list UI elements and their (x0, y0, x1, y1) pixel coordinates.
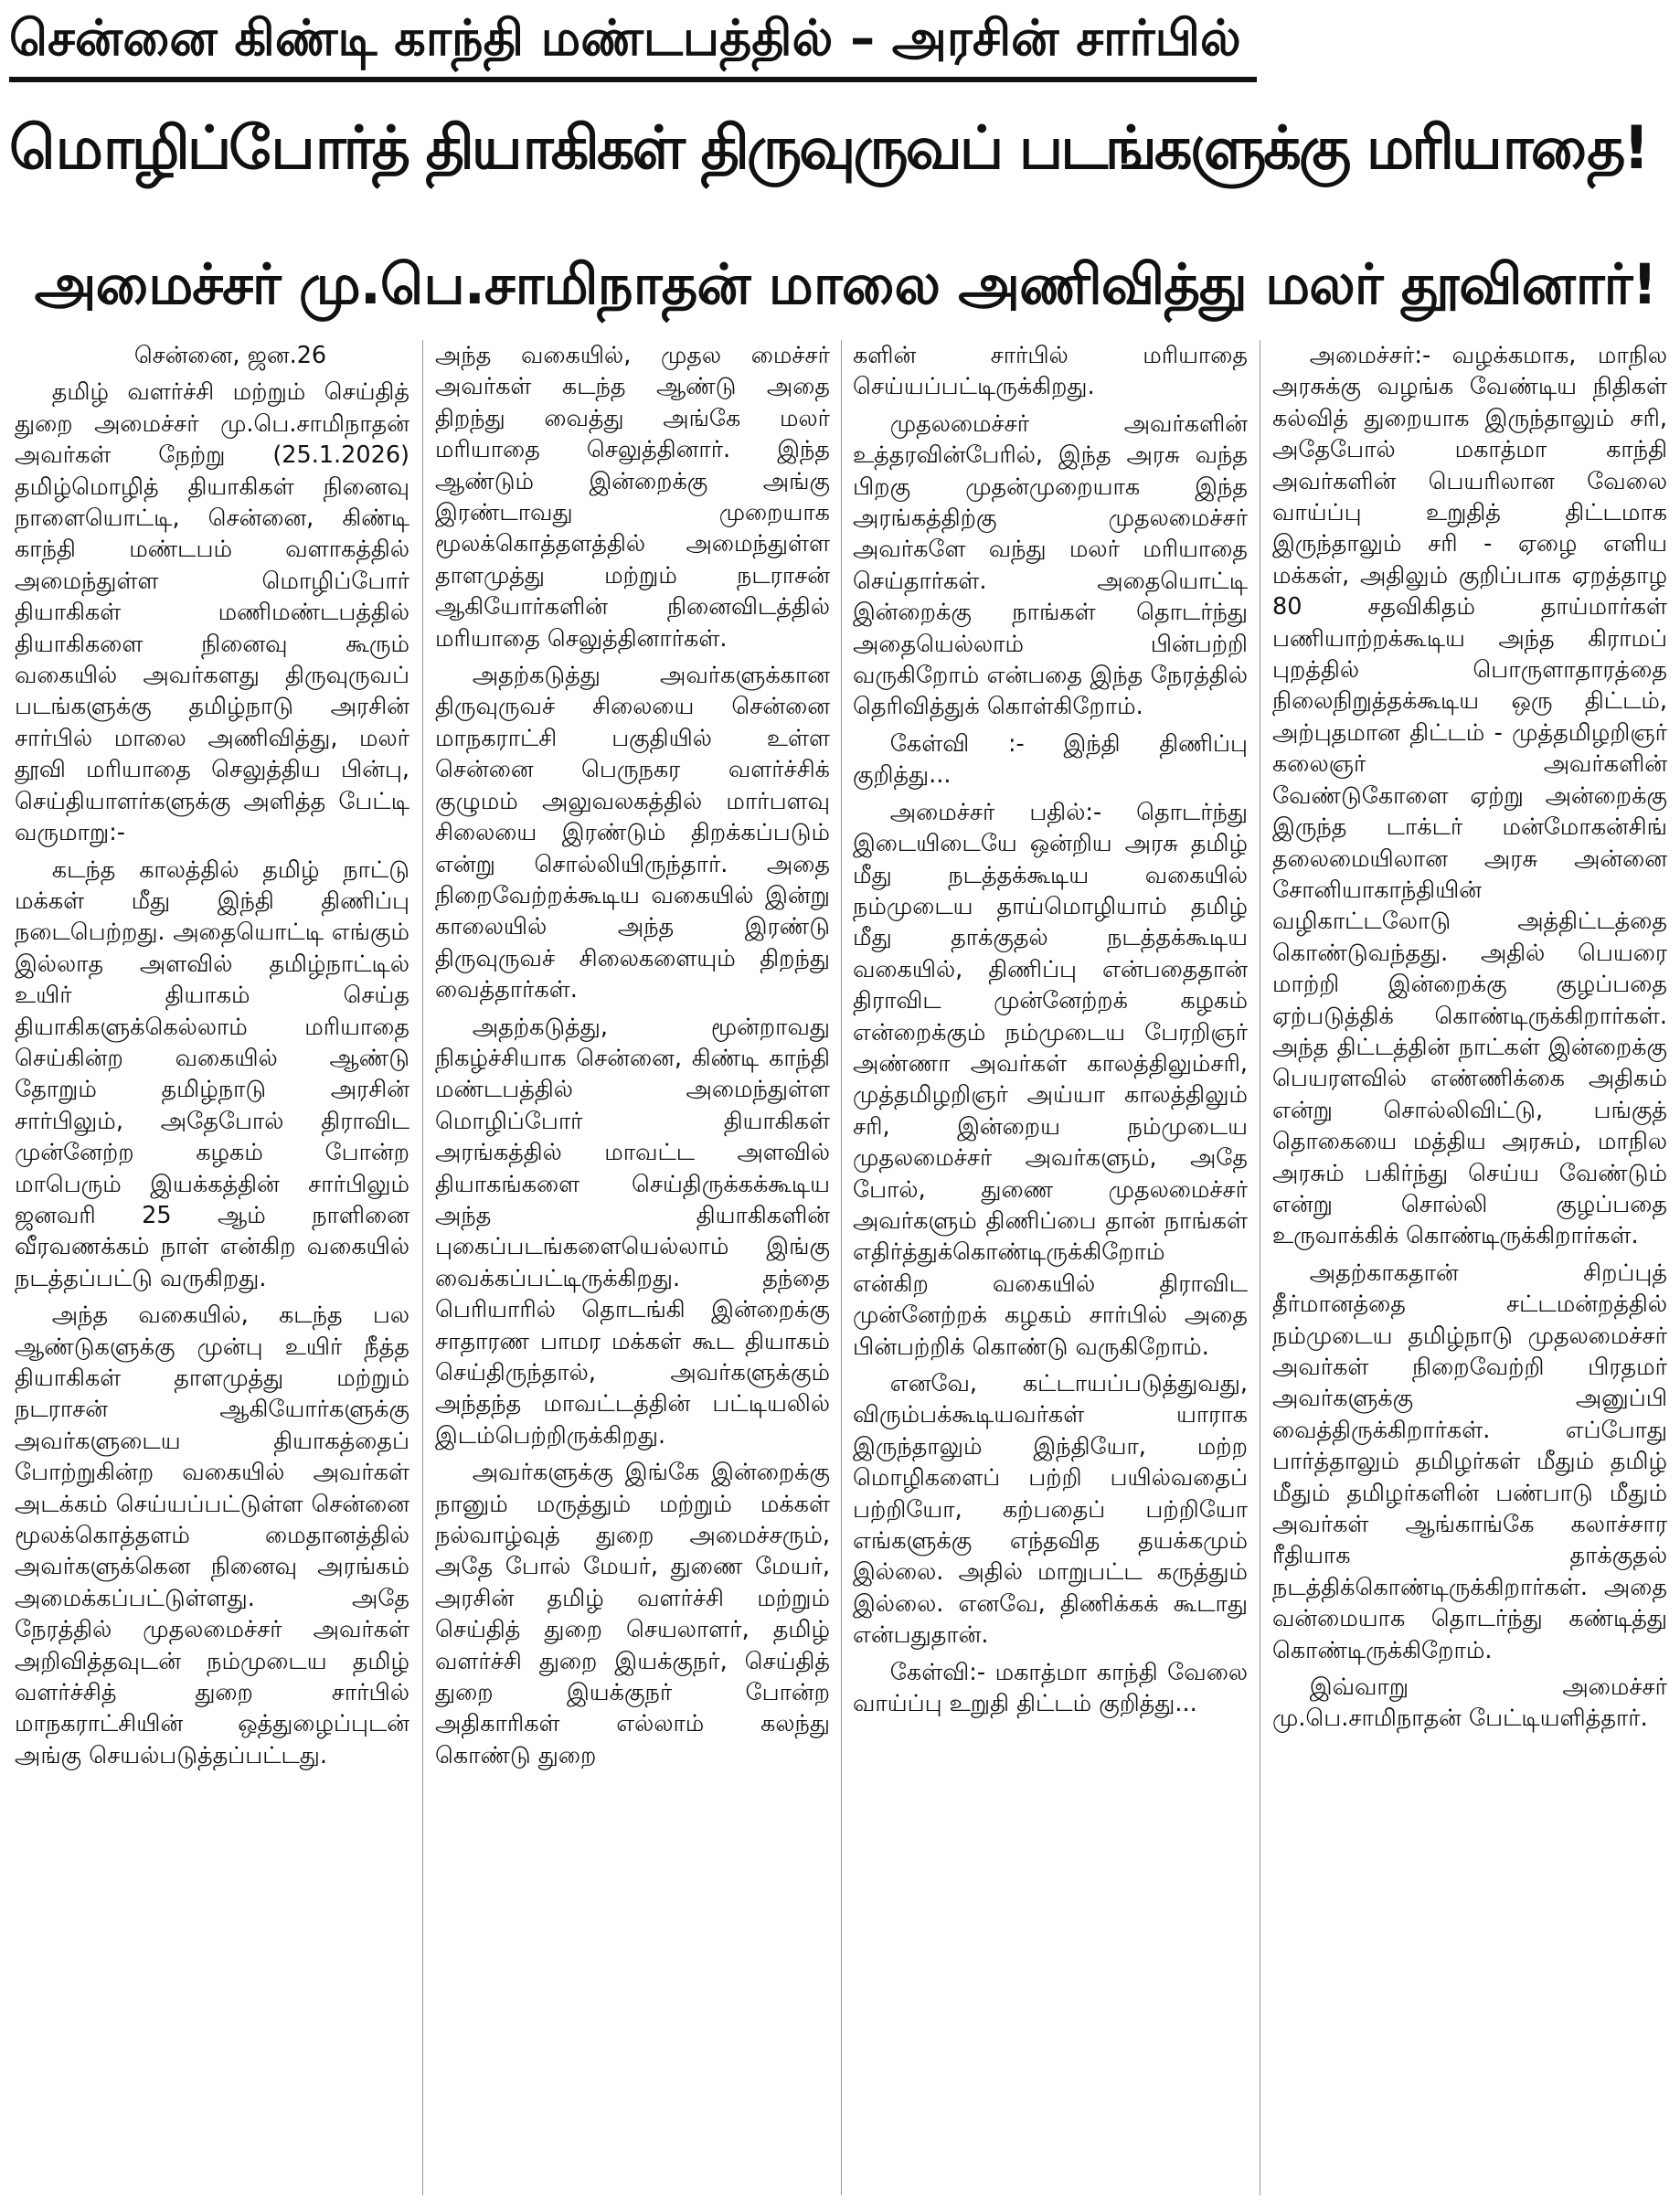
paragraph: கடந்த காலத்தில் தமிழ் நாட்டு மக்கள் மீது இந்தி திணிப்பு நடைபெற்றது. அதையொட்டி எங்கும் இல்லாத அளவில் தமிழ்நாட்டில் உயிர் தியாகம் செய்த தியாகிகளுக்கெல்லாம் மரியாதை செய்கின்ற வகையில் ஆண்டு தோறும் தமிழ்நாடு அரசின் சார்பிலும், அதேபோல் திராவிட முன்னேற்ற கழகம் போன்ற மாபெரும் இயக்கத்தின் சார்பிலும் ஜனவரி 25 ஆம் நாளினை வீரவணக்கம் நாள் என்கிற வகையில் நடத்தப்பட்டு வருகிறது. (15, 855, 409, 1292)
paragraph: களின் சார்பில் மரியாதை செய்யப்பட்டிருக்கிறது. (853, 342, 1248, 401)
paragraph: எனவே, கட்டாயப்படுத்துவது, விரும்பக்கூடியவர்கள் யாராக இருந்தாலும் இந்தியோ, மற்ற மொழிகளைப் பற்றி பயில்வதைப் பற்றியோ, கற்பதைப் பற்றியோ எங்களுக்கு எந்தவித தயக்கமும் இல்லை. அதில் மாறுபட்ட கருத்தும் இல்லை. எனவே, திணிக்கக் கூடாது என்பதுதான். (853, 1370, 1248, 1650)
article-column-1 (15, 340, 409, 2195)
paragraph: அந்த வகையில், முதல மைச்சர் அவர்கள் கடந்த ஆண்டு அதை திறந்து வைத்து அங்கே மலர் மரியாதை செலுத்தினார். இந்த ஆண்டும் இன்றைக்கு அங்கு இரண்டாவது முறையாக மூலக்கொத்தளத்தில் அமைந்துள்ள தாளமுத்து மற்றும் நடராசன் ஆகியோர்களின் நினைவிடத்தில் மரியாதை செலுத்தினார்கள். (435, 342, 830, 653)
paragraph: அதற்கடுத்து, மூன்றாவது நிகழ்ச்சியாக சென்னை, கிண்டி காந்தி மண்டபத்தில் அமைந்துள்ள மொழிப்போர் தியாகிகள் அரங்கத்தில் மாவட்ட அளவில் தியாகங்களை செய்திருக்கக்கூடிய அந்த தியாகிகளின் புகைப்படங்களையெல்லாம் இங்கு வைக்கப்பட்டிருக்கிறது. தந்தை பெரியாரில் தொடங்கி இன்றைக்கு சாதாரண பாமர மக்கள் கூட தியாகம் செய்திருந்தால், அவர்களுக்கும் அந்தந்த மாவட்டத்தின் பட்டியலில் இடம்பெற்றிருக்கிறது. (435, 1013, 830, 1450)
paragraph: அதற்கடுத்து அவர்களுக்கான திருவுருவச் சிலையை சென்னை மாநகராட்சி பகுதியில் உள்ள சென்னை பெருநகர வளர்ச்சிக் குழுமம் அலுவலகத்தில் மார்பளவு சிலையை இரண்டும் திறக்கப்படும் என்று சொல்லியிருந்தார். அதை நிறைவேற்றக்கூடிய வகையில் இன்று காலையில் அந்த இரண்டு திருவுருவச் சிலைகளையும் திறந்து வைத்தார்கள். (435, 662, 830, 1004)
question: கேள்வி:- மகாத்மா காந்தி வேலை வாய்ப்பு உறுதி திட்டம் குறித்து... (853, 1658, 1248, 1718)
paragraph: முதலமைச்சர் அவர்களின் உத்தரவின்பேரில், இந்த அரசு வந்த பிறகு முதன்முறையாக இந்த அரங்கத்திற்கு முதலமைச்சர் அவர்களே வந்து மலர் மரியாதை செய்தார்கள். அதையொட்டி இன்றைக்கு நாங்கள் தொடர்ந்து அதையெல்லாம் பின்பற்றி வருகிறோம் என்பதை இந்த நேரத்தில் தெரிவித்துக் கொள்கிறோம். (853, 409, 1248, 721)
paragraph: அந்த வகையில், கடந்த பல ஆண்டுகளுக்கு முன்பு உயிர் நீத்த தியாகிகள் தாளமுத்து மற்றும் நடராசன் ஆகியோர்களுக்கு அவர்களுடைய தியாகத்தைப் போற்றுகின்ற வகையில் அவர்கள் அடக்கம் செய்யப்பட்டுள்ள சென்னை மூலக்கொத்தளம் மைதானத்தில் அவர்களுக்கென நினைவு அரங்கம் அமைக்கப்பட்டுள்ளது. அதே நேரத்தில் முதலமைச்சர் அவர்கள் அறிவித்தவுடன் நம்முடைய தமிழ் வளர்ச்சித் துறை சார்பில் மாநகராட்சியின் ஒத்துழைப்புடன் அங்கு செயல்படுத்தப்பட்டது. (15, 1301, 409, 1769)
paragraph: தமிழ் வளர்ச்சி மற்றும் செய்தித் துறை அமைச்சர் மு.பெ.சாமிநாதன் அவர்கள் நேற்று (25.1.2026) தமிழ்மொழித் தியாகிகள் நினைவு நாளையொட்டி, சென்னை, கிண்டி காந்தி மண்டபம் வளாகத்தில் அமைந்துள்ள மொழிப்போர் தியாகிகள் மணிமண்டபத்தில் தியாகிகளை நினைவு கூரும் வகையில் அவர்களது திருவுருவப் படங்களுக்கு தமிழ்நாடு அரசின் சார்பில் மாலை அணிவித்து, மலர் தூவி மரியாதை செலுத்திய பின்பு, செய்தியாளர்களுக்கு அளித்த பேட்டி வருமாறு:- (15, 378, 409, 847)
main-headline: மொழிப்போர்த் தியாகிகள் திருவுருவப் படங்களுக்கு மரியாதை! (9, 114, 1648, 183)
article-column-2 (435, 340, 830, 2195)
paragraph: அவர்களுக்கு இங்கே இன்றைக்கு நானும் மருத்தும் மற்றும் மக்கள் நல்வாழ்வுத் துறை அமைச்சரும், அதே போல் மேயர், துணை மேயர், அரசின் தமிழ் வளர்ச்சி மற்றும் செய்தித் துறை செயலாளர், தமிழ் வளர்ச்சி துறை இயக்குநர், செய்தித் துறை இயக்குநர் போன்ற அதிகாரிகள் எல்லாம் கலந்து கொண்டு துறை (435, 1459, 830, 1769)
sub-headline: அமைச்சர் மு.பெ.சாமிநாதன் மாலை அணிவித்து மலர் தூவினார்! (34, 252, 1657, 317)
answer-paragraph: அமைச்சர் பதில்:- தொடர்ந்து இடையிடையே ஒன்றிய அரசு தமிழ் மீது நடத்தக்கூடிய வகையில் நம்முடைய தாய்மொழியாம் தமிழ் மீது தாக்குதல் நடத்தக்கூடிய வகையில், திணிப்பு என்பதைதான் திராவிட முன்னேற்றக் கழகம் என்றைக்கும் நம்முடைய பேரறிஞர் அண்ணா அவர்கள் காலத்திலும்சரி, முத்தமிழறிஞர் அய்யா காலத்திலும் சரி, இன்றைய நம்முடைய முதலமைச்சர் அவர்களும், அதே போல், துணை முதலமைச்சர் அவர்களும் திணிப்பை தான் நாங்கள் எதிர்த்துக்கொண்டிருக்கிறோம் என்கிற வகையில் திராவிட முன்னேற்றக் கழகம் சார்பில் அதை பின்பற்றிக் கொண்டு வருகிறோம். (853, 798, 1248, 1361)
answer-paragraph: அமைச்சர்:- வழக்கமாக, மாநில அரசுக்கு வழங்க வேண்டிய நிதிகள் கல்வித் துறையாக இருந்தாலும் சரி, அதேபோல் மகாத்மா காந்தி அவர்களின் பெயரிலான வேலை வாய்ப்பு உறுதித் திட்டமாக இருந்தாலும் சரி - ஏழை எளிய மக்கள், அதிலும் குறிப்பாக ஏறத்தாழ 80 சதவிகிதம் தாய்மார்கள் பணியாற்றக்கூடிய அந்த கிராமப் புறத்தில் பொருளாதாரத்தை நிலைநிறுத்தக்கூடிய ஒரு திட்டம், அற்புதமான திட்டம் - முத்தமிழறிஞர் கலைஞர் அவர்களின் வேண்டுகோளை ஏற்று அன்றைக்கு இருந்த டாக்டர் மன்மோகன்சிங் தலைமையிலான அரசு அன்னை சோனியாகாந்தியின் வழிகாட்டலோடு அத்திட்டத்தை கொண்டுவந்தது. அதில் பெயரை மாற்றி இன்றைக்கு குழப்பதை ஏற்படுத்திக் கொண்டிருக்கிறார்கள். அந்த திட்டத்தின் நாட்கள் இன்றைக்கு பெயரளவில் எண்ணிக்கை அதிகம் என்று சொல்லிவிட்டு, பங்குத் தொகையை மத்திய அரசும், மாநில அரசும் பகிர்ந்து செய்ய வேண்டும் என்று சொல்லி குழப்பதை உருவாக்கிக் கொண்டிருக்கிறார்கள். (1272, 342, 1667, 1250)
kicker-headline: சென்னை கிண்டி காந்தி மண்டபத்தில் – அரசின் சார்பில் (9, 9, 1241, 67)
closing-paragraph: இவ்வாறு அமைச்சர் மு.பெ.சாமிநாதன் பேட்டியளித்தார். (1272, 1673, 1667, 1733)
column-divider (422, 340, 423, 2195)
question: கேள்வி :- இந்தி திணிப்பு குறித்து... (853, 729, 1248, 790)
kicker-underline (9, 77, 1257, 82)
article-column-4 (1272, 340, 1667, 2195)
paragraph: அதற்காகதான் சிறப்புத் தீர்மானத்தை சட்டமன்றத்தில் நம்முடைய தமிழ்நாடு முதலமைச்சர் அவர்கள் நிறைவேற்றி பிரதமர் அவர்களுக்கு அனுப்பி வைத்திருக்கிறார்கள். எப்போது பார்த்தாலும் தமிழர்கள் மீதும் தமிழ் மீதும் தமிழர்களின் பண்பாடு மீதும் அவர்கள் ஆங்காங்கே கலாச்சார ரீதியாக தாக்குதல் நடத்திக்கொண்டிருக்கிறார்கள். அதை வன்மையாக தொடர்ந்து கண்டித்து கொண்டிருக்கிறோம். (1272, 1259, 1667, 1664)
dateline: சென்னை, ஜன.26 (133, 342, 327, 369)
article-column-3 (853, 340, 1248, 2195)
column-divider (841, 340, 842, 2195)
